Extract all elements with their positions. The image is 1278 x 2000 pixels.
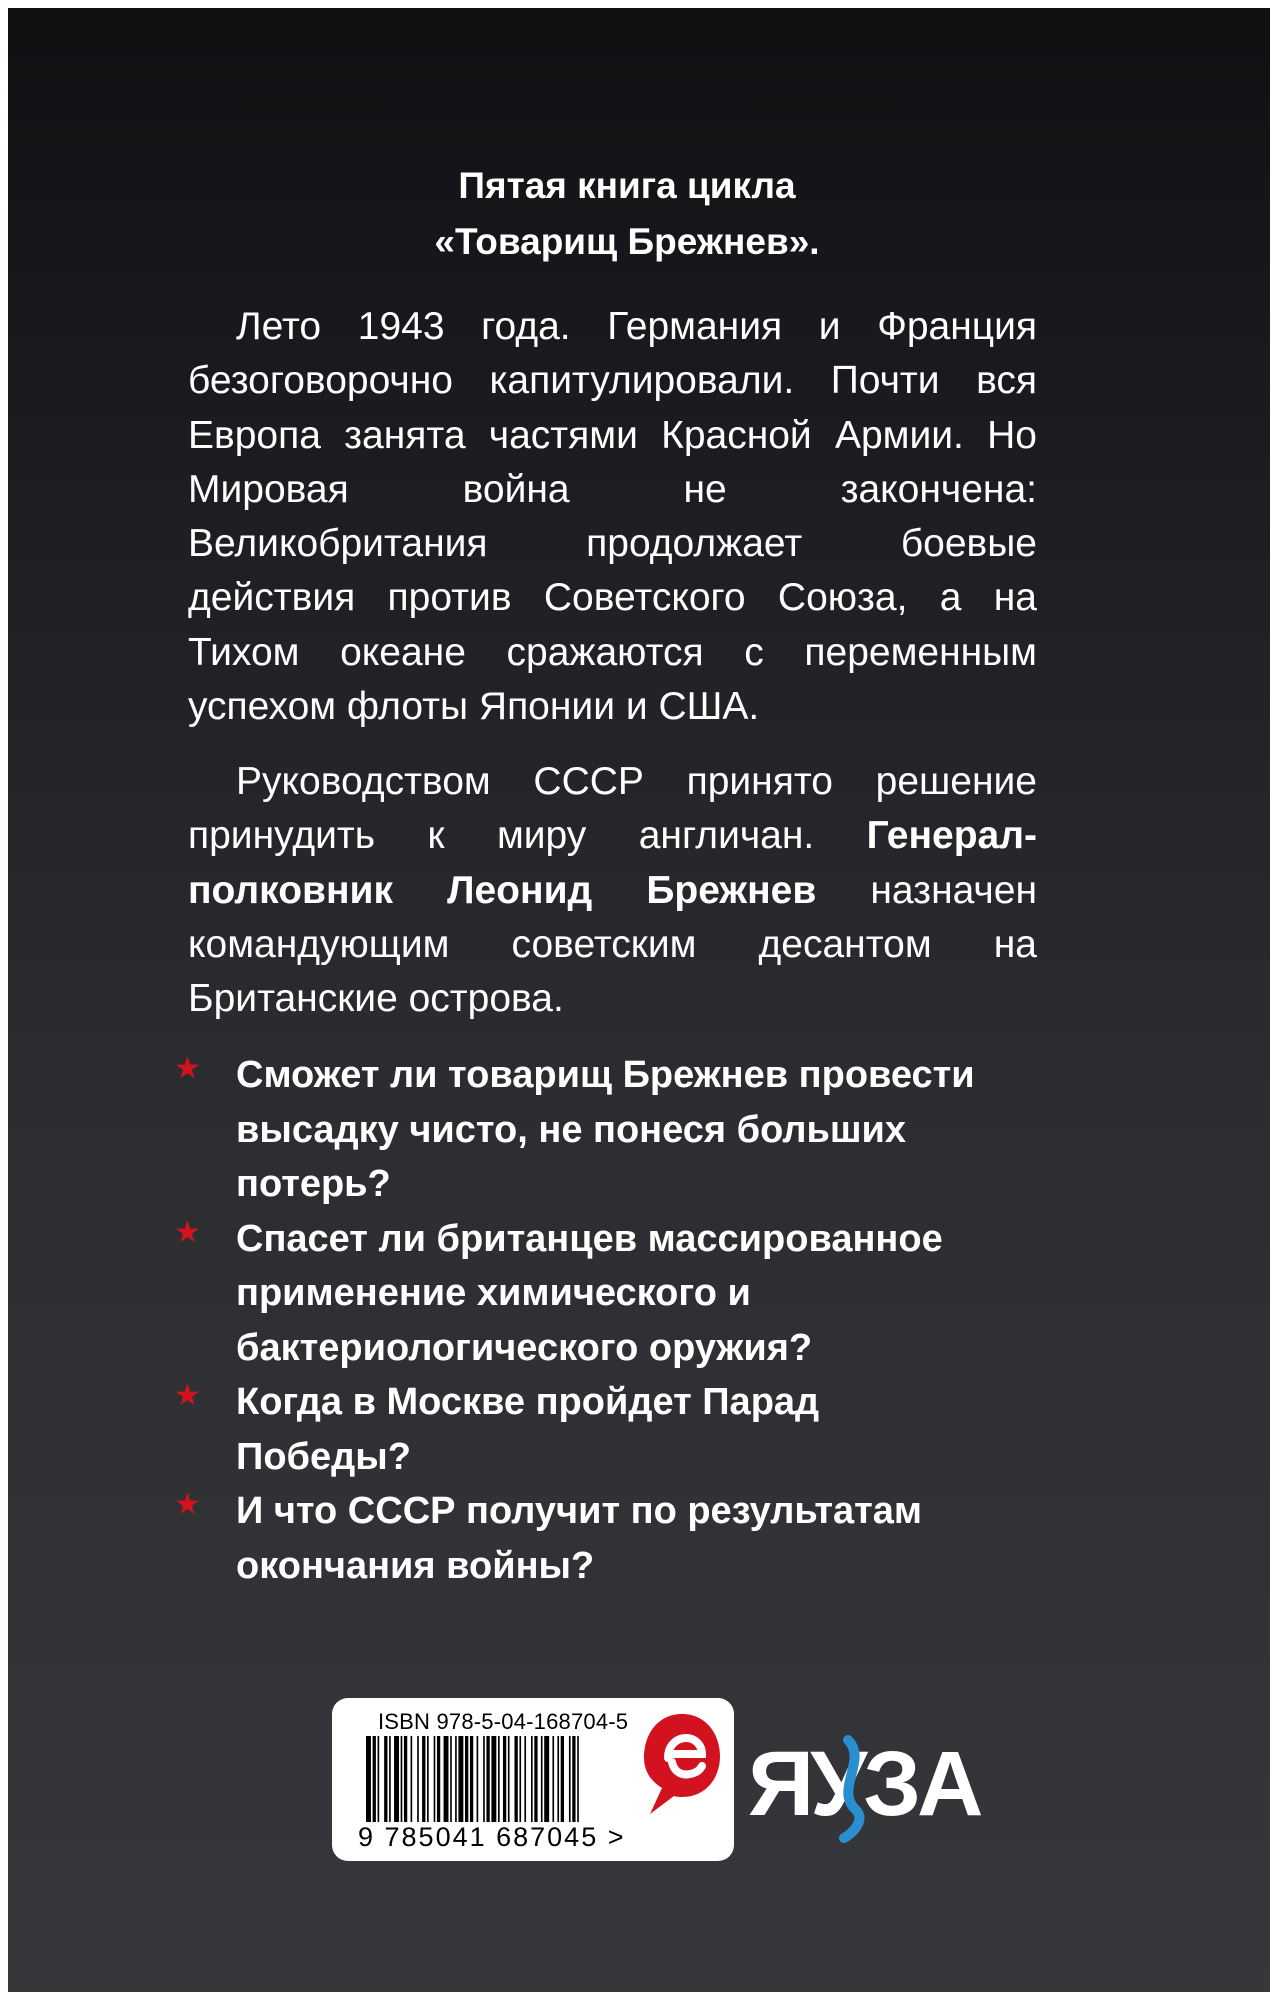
question-text: Когда в Москве пройдет Парад Победы? (236, 1381, 820, 1478)
question-item (174, 1048, 996, 1212)
book-back-cover (8, 8, 1270, 1992)
paragraph-2-text: Руководством СССР принято решение принудить к миру англичан. (188, 760, 1037, 858)
series-heading (168, 158, 1086, 270)
question-text: Спасет ли британцев массированное применение химического и бактериологического оружия? (236, 1217, 943, 1369)
question-item (174, 1484, 996, 1593)
questions-list (174, 1048, 996, 1593)
barcode-digits: 9 785041 687045 > (358, 1822, 626, 1852)
red-star-icon: ★ (174, 1215, 201, 1249)
isbn-text: ISBN 978-5-04-168704-5 (378, 1709, 629, 1734)
question-item (174, 1375, 996, 1484)
eksmo-logo-icon (638, 1708, 726, 1838)
question-item (174, 1212, 996, 1376)
yauza-logo-icon (748, 1730, 980, 1840)
synopsis-paragraph-1: Лето 1943 года. Германия и Франция безоговорочно капитулировали. Почти вся Европа занята частями Красной Армии. Но Мировая война не закончена: Великобритания продолжает боевые действия против Советского Союза, а на Тихом океане сражаются с переменным успехом флоты Японии и США. (188, 305, 1037, 729)
heading-line-1: Пятая книга цикла (458, 165, 796, 206)
red-star-icon: ★ (174, 1379, 201, 1412)
red-star-icon: ★ (174, 1052, 201, 1085)
red-star-icon: ★ (174, 1488, 201, 1521)
heading-line-2: «Товарищ Брежнев». (434, 221, 820, 262)
synopsis-paragraph-2 (188, 755, 1037, 1026)
paragraph-2-text-end: назначен командующим советским десантом на Британские острова. (188, 868, 1037, 1021)
question-text: Сможет ли товарищ Брежнев провести высадку чисто, не понеся больших потерь? (236, 1054, 975, 1205)
question-text: И что СССР получит по результатам окончания войны? (236, 1490, 923, 1587)
paragraph-2-bold-name: Генерал-полковник Леонид Брежнев (188, 814, 1037, 912)
yauza-logo-text: ЯУЗА (748, 1733, 980, 1835)
barcode-icon (366, 1736, 666, 1822)
